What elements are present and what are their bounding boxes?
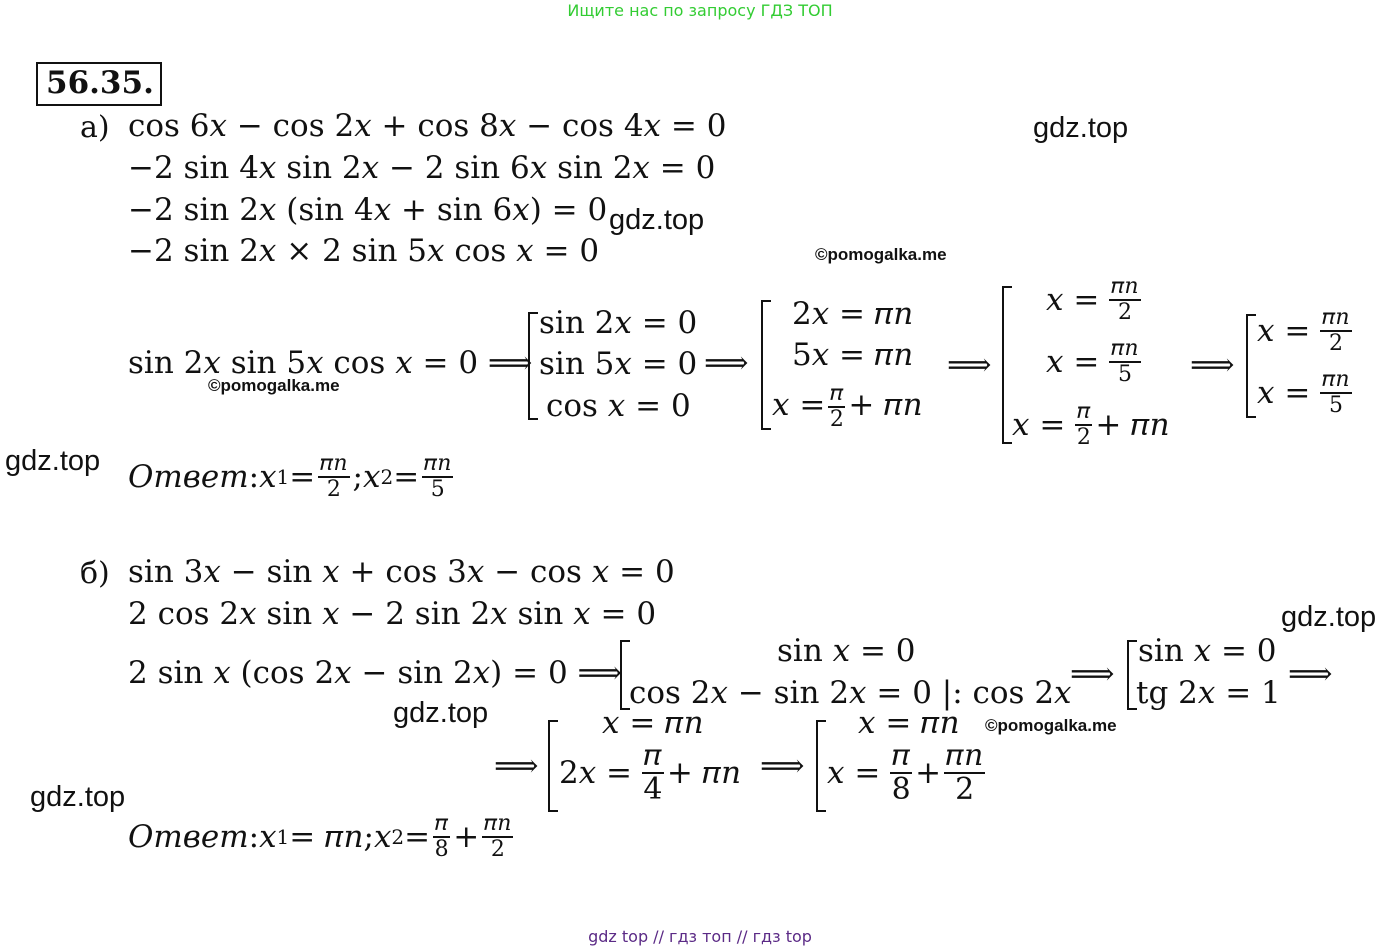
top-banner: Ищите нас по запросу ГДЗ ТОП: [567, 1, 833, 20]
part-b-line-1: sin 3𝑥 − sin 𝑥 + cos 3𝑥 − cos 𝑥 = 0: [128, 554, 675, 590]
system1-eq1: sin 2𝑥 = 0: [539, 305, 698, 341]
part-b-line-3: 2 sin 𝑥 (cos 2𝑥 − sin 2𝑥) = 0 ⟹: [128, 655, 622, 691]
part-b-line-2: 2 cos 2𝑥 sin 𝑥 − 2 sin 2𝑥 sin 𝑥 = 0: [128, 596, 657, 632]
watermark-pomogalka: ©pomogalka.me: [985, 716, 1117, 735]
arrow: ⟹: [947, 347, 992, 383]
part-a-line-2: −2 sin 4𝑥 sin 2𝑥 − 2 sin 6𝑥 sin 2𝑥 = 0: [128, 150, 716, 186]
system1-eq3: cos 𝑥 = 0: [546, 388, 691, 424]
watermark-gdz: gdz.top: [5, 445, 101, 477]
systemD-eq1: 𝑥 = 𝜋𝑛: [858, 705, 960, 741]
system3-eq3: 𝑥 = $\frac{\text{𝜋}}{2}$ + 𝜋𝑛: [1012, 399, 1170, 450]
watermark-gdz: gdz.top: [609, 204, 705, 236]
part-a-line-4: −2 sin 2𝑥 × 2 sin 5𝑥 cos 𝑥 = 0: [128, 233, 600, 269]
bracket: [761, 300, 771, 430]
part-b-label: б): [80, 556, 110, 591]
part-a-label: а): [80, 110, 110, 145]
systemD-eq2: 𝑥 = $\frac{\text{𝜋}}{8}$ + $\frac{\text{𝜋𝑛}}{2}$: [827, 738, 984, 807]
part-a-answer: Ответ : 𝑥 1 = $\frac{\text{𝜋𝑛}}{2}$ ; 𝑥 2 = $\frac{\text{𝜋𝑛}}{5}$: [128, 451, 452, 502]
arrow: ⟹: [1190, 347, 1235, 383]
system2-eq2: 5𝑥 = 𝜋𝑛: [792, 337, 914, 373]
arrow: ⟹: [494, 748, 539, 784]
systemC-eq1: 𝑥 = 𝜋𝑛: [602, 705, 704, 741]
system4-eq1: 𝑥 = $\frac{\text{𝜋𝑛}}{2}$: [1257, 305, 1350, 356]
system3-eq1: 𝑥 = $\frac{\text{𝜋𝑛}}{2}$: [1046, 274, 1139, 325]
arrow: ⟹: [1070, 656, 1115, 692]
arrow: ⟹: [704, 345, 749, 381]
bracket: [816, 720, 826, 812]
arrow: ⟹: [760, 748, 805, 784]
watermark-gdz: gdz.top: [1281, 601, 1377, 633]
arrow: ⟹: [1288, 656, 1333, 692]
bracket: [548, 720, 558, 812]
system3-eq2: 𝑥 = $\frac{\text{𝜋𝑛}}{5}$: [1046, 336, 1139, 387]
system4-eq2: 𝑥 = $\frac{\text{𝜋𝑛}}{5}$: [1257, 367, 1350, 418]
problem-number: 56.35.: [36, 62, 162, 106]
watermark-pomogalka: ©pomogalka.me: [208, 376, 340, 395]
part-b-answer: Ответ : 𝑥 1 = 𝜋𝑛; 𝑥 2 = $\frac{\text{𝜋}}{8}$ + $\frac{\text{𝜋𝑛}}{2}$: [128, 811, 512, 862]
part-a-line-1: cos 6𝑥 − cos 2𝑥 + cos 8𝑥 − cos 4𝑥 = 0: [128, 108, 727, 144]
systemA-eq1: sin 𝑥 = 0: [777, 633, 916, 669]
systemB-eq1: sin 𝑥 = 0: [1138, 633, 1277, 669]
systemC-eq2: 2𝑥 = $\frac{\text{𝜋}}{4}$ + 𝜋𝑛: [559, 738, 742, 807]
systemB-eq2: tg 2𝑥 = 1: [1136, 675, 1281, 711]
system2-eq1: 2𝑥 = 𝜋𝑛: [792, 296, 914, 332]
part-a-chain-start: sin 2𝑥 sin 5𝑥 cos 𝑥 = 0 ⟹: [128, 345, 533, 381]
part-a-line-3: −2 sin 2𝑥 (sin 4𝑥 + sin 6𝑥) = 0: [128, 192, 608, 228]
system2-eq3: 𝑥 = $\frac{\text{𝜋}}{2}$ + 𝜋𝑛: [772, 381, 923, 432]
watermark-gdz: gdz.top: [30, 781, 126, 813]
system1-eq2: sin 5𝑥 = 0: [539, 346, 698, 382]
systemA-eq2: cos 2𝑥 − sin 2𝑥 = 0 |: cos 2𝑥: [629, 675, 1072, 711]
watermark-pomogalka: ©pomogalka.me: [815, 245, 947, 264]
bracket: [1002, 286, 1012, 444]
bracket: [1246, 314, 1256, 418]
watermark-gdz: gdz.top: [393, 697, 489, 729]
bracket: [528, 312, 538, 420]
bottom-banner: gdz top // гдз топ // гдз top: [588, 927, 812, 946]
watermark-gdz: gdz.top: [1033, 112, 1129, 144]
